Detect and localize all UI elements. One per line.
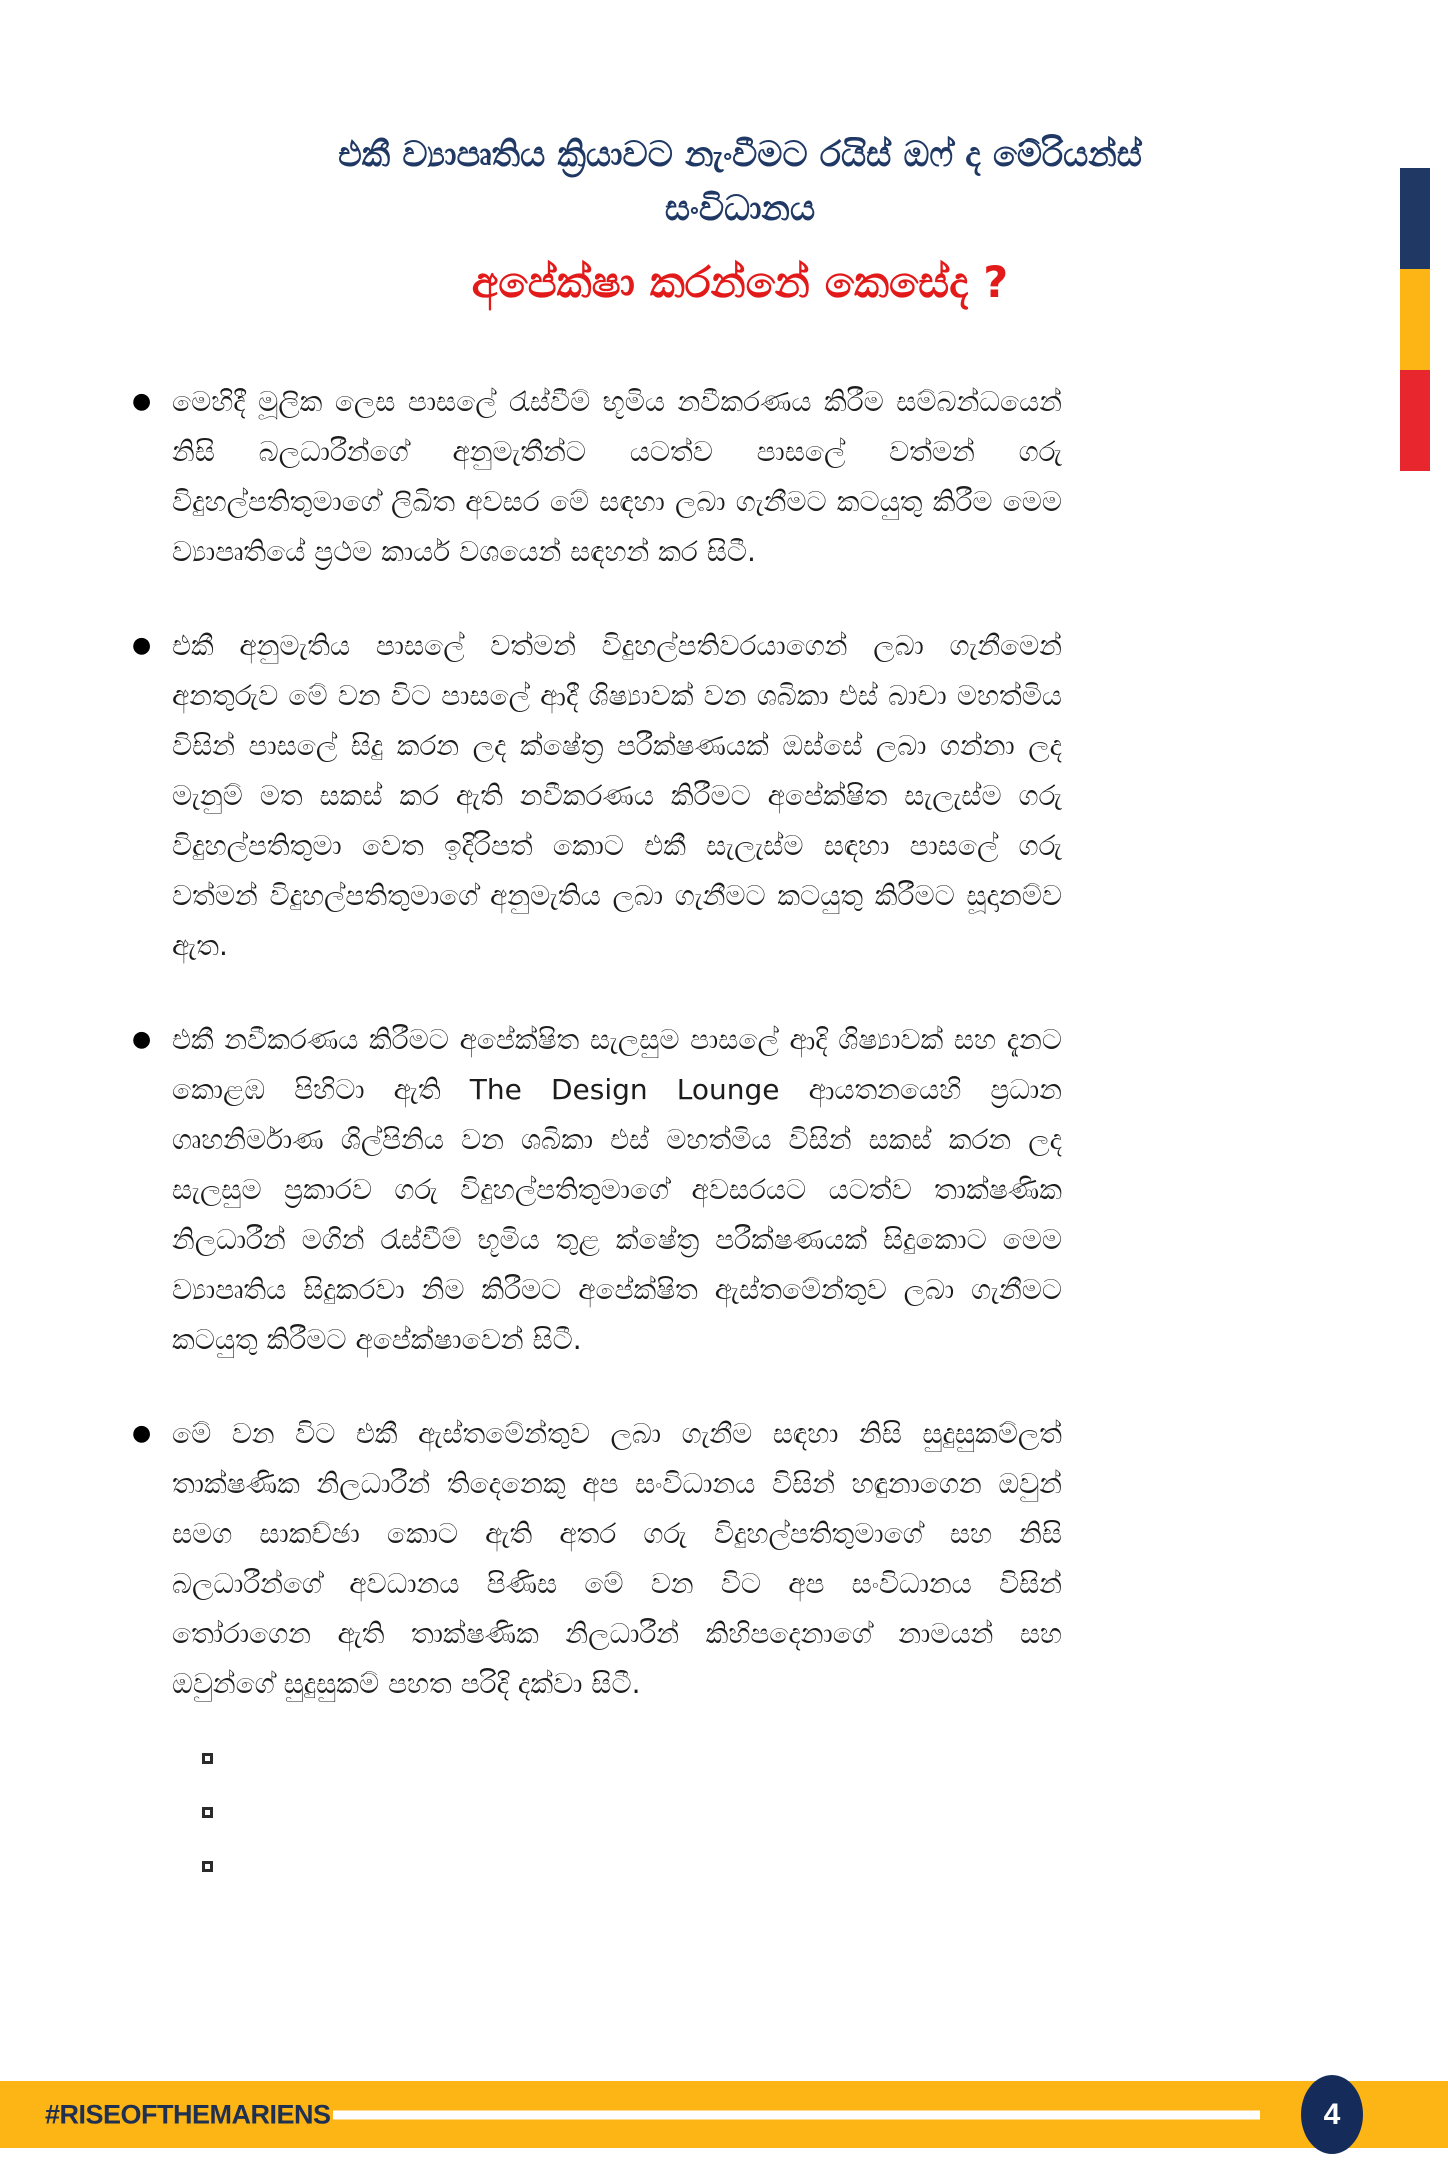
bullet-list xyxy=(130,377,1062,1709)
footer-divider-line xyxy=(333,2110,1260,2119)
page-title: එකී ව්‍යාපෘතිය ක්‍රියාවට නැංවීමට රයිස් ඔෆ් ද මේරියන්ස් සංවිධානය xyxy=(338,135,1142,230)
bullet-text: මෙහිදී මූලික ලෙස පාසලේ රැස්වීම් භූමිය නවීකරණය කිරීම සම්බන්ධයෙන් නිසි බලධාරීන්ගේ අනුමැතීන්ට යටත්ව පාසලේ වත්මන් ගරු විදුහල්පතිතුමාගේ ලිඛිත අවසර මේ සඳහා ලබා ගැනීමට කටයුතු කිරීම මෙම ව්‍යාපෘතියේ ප්‍රථම කාර්ය වශයෙන් සඳහන් කර සිටී. xyxy=(172,385,1062,568)
heading-block xyxy=(280,128,1200,315)
yellow-stripe xyxy=(1400,269,1430,370)
bullet-dot-icon: ● xyxy=(132,1027,152,1052)
flag-stripes xyxy=(1400,168,1430,471)
bullet-dot-icon: ● xyxy=(132,633,152,658)
page-number: 4 xyxy=(1323,2097,1341,2131)
bullet-text: එකී නවීකරණය කිරීමට අපේක්ෂිත සැලසුම පාසලේ ආදි ශිෂ්‍යාවක් සහ දැනට කොළඹ පිහිටා ඇති The Design Lounge ආයතනයෙහි ප්‍රධාන ගෘහනිර්මාණ ශිල්පිනිය වන ශබිකා එස් මහත්මිය විසින් සකස් කරන ලද සැලසුම ප්‍රකාරව ගරු විදුහල්පතිතුමාගේ අවසරයට යටත්ව තාක්ෂණික නිලධාරීන් මගින් රැස්වීම් භූමිය තුළ ක්ෂේත්‍ර පරීක්ෂණයක් සිදුකොට මෙම ව්‍යාපෘතිය සිදුකරවා නිම කිරීමට අපේක්ෂිත ඇස්තමේන්තුව ලබා ගැනීමට කටයුතු කිරීමට අපේක්ෂාවෙන් සිටී. xyxy=(172,1023,1062,1356)
bullet-text: මේ වන විට එකී ඇස්තමේන්තුව ලබා ගැනීම සඳහා නිසි සුදුසුකම්ලත් තාක්ෂණික නිලධාරීන් තිදෙනෙකු අප සංවිධානය විසින් හඳුනාගෙන ඔවුන් සමග සාකච්ඡා කොට ඇති අතර ගරු විදුහල්පතිතුමාගේ සහ නිසි බලධාරීන්ගේ අවධානය පිණිස මේ වන විට අප සංවිධානය විසින් තෝරාගෙන ඇති තාක්ෂණික නිලධාරීන් කිහිපදෙනාගේ නාමයන් සහ ඔවුන්ගේ සුදුසුකම් පහත පරිදි දක්වා සිටී. xyxy=(172,1417,1062,1700)
sub-bullet-list xyxy=(202,1753,1448,1872)
page-number-badge xyxy=(1301,2075,1363,2154)
sub-bullet-square-icon xyxy=(202,1807,213,1818)
bullet-paragraph xyxy=(130,377,1062,577)
bullet-paragraph xyxy=(130,1015,1062,1365)
bullet-text: එකී අනුමැතිය පාසලේ වත්මන් විදුහල්පතිවරයාගෙන් ලබා ගැනීමෙන් අනතුරුව මේ වන විට පාසලේ ආදී ශිෂ්‍යාවක් වන ශබිකා එස් බාචා මහත්මිය විසින් පාසලේ සිදු කරන ලද ක්ෂේත්‍ර පරීක්ෂණයක් ඔස්සේ ලබා ගන්නා ලද මැනුම් මත සකස් කර ඇති නවීකරණය කිරීමට අපේක්ෂිත සැලැස්ම ගරු විදුහල්පතිතුමා වෙත ඉදිරිපත් කොට එකී සැලැස්ම සඳහා පාසලේ ගරු වත්මන් විදුහල්පතිතුමාගේ අනුමැතිය ලබා ගැනීමට කටයුතු කිරීමට සූදානම්ව ඇත. xyxy=(172,629,1062,962)
bullet-dot-icon: ● xyxy=(132,1421,152,1446)
footer-bar xyxy=(0,2081,1448,2148)
red-stripe xyxy=(1400,370,1430,471)
page-subtitle: අපේක්ෂා කරන්නේ කෙසේද ? xyxy=(471,257,1009,308)
sub-bullet-square-icon xyxy=(202,1753,213,1764)
bullet-paragraph xyxy=(130,621,1062,971)
sub-bullet-square-icon xyxy=(202,1861,213,1872)
bullet-dot-icon: ● xyxy=(132,389,152,414)
blue-stripe xyxy=(1400,168,1430,269)
bullet-paragraph xyxy=(130,1409,1062,1709)
footer-hashtag: #RISEOFTHEMARIENS xyxy=(45,2099,331,2129)
